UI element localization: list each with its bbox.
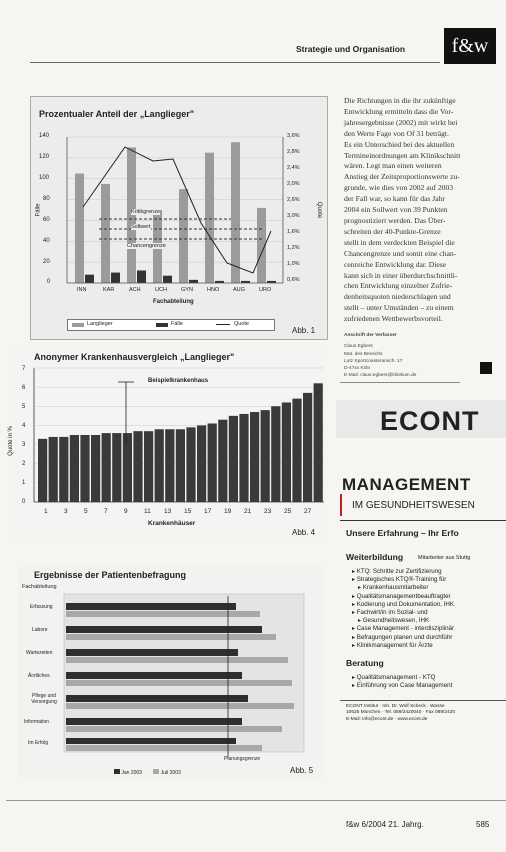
figure-3-title: Ergebnisse der Patientenbefragung xyxy=(34,570,187,580)
figure-2-x-tick-5: 11 xyxy=(144,508,151,515)
journal-logo: f&w xyxy=(444,28,496,64)
author-line: Lutz Sportcoasteransch. 17 xyxy=(344,358,403,364)
bar-langlieger-HNO xyxy=(205,153,214,283)
figure-3-y-title: Fachabteilung xyxy=(22,584,57,590)
figure-2-x-tick-7: 15 xyxy=(184,508,192,515)
author-line: E-Mail: claus.egbers@klinikum.de xyxy=(344,373,417,379)
hospital-bar-6 xyxy=(91,435,100,502)
y-tick-right-2: 2,4% xyxy=(287,165,300,171)
figure-2-y-tick-1: 6 xyxy=(22,385,26,391)
article-line: zufriedenen Wettbewerbsvorteil. xyxy=(344,314,443,324)
figure-2-y-tick-5: 2 xyxy=(22,461,26,467)
article-line: stellt in dem verdeckten Beispiel die xyxy=(344,237,455,247)
reference-label: Beispielkrankenhaus xyxy=(148,378,209,384)
figure-1-bars xyxy=(75,142,276,283)
figure-3 xyxy=(18,566,324,778)
article-line: Die Richtungen in die ihr zukünftige xyxy=(344,96,456,105)
hospital-bar-1 xyxy=(38,439,47,502)
article-line: schreiten der 40-Punkte-Grenze xyxy=(344,226,441,236)
header-rule xyxy=(30,62,440,63)
hospital-bar-21 xyxy=(250,412,259,502)
article-line: cenreiche Entwicklung dar. Diese xyxy=(344,259,447,269)
y-tick-right-8: 1,0% xyxy=(287,261,300,267)
figure-2-y-tick-0: 7 xyxy=(22,366,26,372)
author-block xyxy=(344,332,474,380)
bar-faelle-ACH xyxy=(137,270,146,283)
ad-list-item: ▸ Kodierung und Dokumentation, IHK xyxy=(352,601,506,609)
bar-langlieger-GYN xyxy=(179,189,188,283)
hospital-bar-7 xyxy=(102,433,111,502)
ad-divider xyxy=(340,520,506,521)
article-line: denheitsquoten niederschlagen und xyxy=(344,292,451,302)
x-tick-0: INN xyxy=(77,287,87,293)
article-line: Entwicklung ermitteln dass die Vor- xyxy=(344,106,454,116)
legend-swatch-quote xyxy=(216,324,230,325)
figure-1 xyxy=(30,96,328,340)
bar-langlieger-ACH xyxy=(127,147,136,283)
hospital-bar-14 xyxy=(176,429,185,502)
bar-faelle-UCH xyxy=(163,276,172,283)
upper-line-label: Kritikgrenze xyxy=(131,209,161,215)
hospital-bar-13 xyxy=(165,429,174,502)
y-tick-right-1: 2,8% xyxy=(287,149,300,155)
y-tick-right-5: 3,0% xyxy=(287,213,300,219)
hospital-bar-5 xyxy=(80,435,89,502)
bar-langlieger-KAR xyxy=(101,184,110,283)
x-tick-5: HNO xyxy=(207,287,220,293)
hospital-bar-8 xyxy=(112,433,121,502)
article-line: kann sich in einer überdurchschnittli- xyxy=(344,270,458,280)
figure-1-caption: Abb. 1 xyxy=(292,326,316,335)
y-tick-right-9: 0,6% xyxy=(287,277,300,283)
hospital-bar-11 xyxy=(144,431,153,502)
legend-label-faelle: Fälle xyxy=(171,321,183,327)
figure-2-y-tick-7: 0 xyxy=(22,499,26,505)
figure-3-legend xyxy=(114,769,181,776)
ad-headline: MANAGEMENT xyxy=(342,475,471,494)
figure-3-cat-0: Erfassung xyxy=(30,604,53,610)
legend-swatch-jul xyxy=(153,769,159,774)
ad-accent-bar xyxy=(340,494,342,516)
legend-swatch-jan xyxy=(114,769,120,774)
hospital-bar-12 xyxy=(155,429,164,502)
x-axis-label: Fachabteilung xyxy=(153,299,194,305)
article-line: chen Entwicklung einzelner Zufrie- xyxy=(344,281,453,291)
figure-3-cat-6: Im Erfolg xyxy=(28,740,49,746)
figure-3-chart xyxy=(18,566,324,778)
ad-list-item: ▸ Befragungen planen und durchführ xyxy=(352,634,506,642)
figure-2-bars xyxy=(38,383,323,502)
legend-label-langlieger: Langlieger xyxy=(87,321,113,327)
ad-contact-line: 10625 München · Tel. 089/2420040 · Fax 089/2420 xyxy=(346,710,455,716)
figure-1-legend xyxy=(67,319,275,331)
y-tick-right-6: 1,6% xyxy=(287,229,300,235)
hospital-bar-16 xyxy=(197,425,206,502)
bar-faelle-GYN xyxy=(189,280,198,283)
hospital-bar-9 xyxy=(123,433,132,502)
figure-2-x-tick-10: 21 xyxy=(244,508,252,515)
hospital-bar-2 xyxy=(49,437,58,502)
ad-list-item: ▸ Case Management - interdisziplinär xyxy=(352,625,506,633)
y-tick-right-7: 1,2% xyxy=(287,245,300,251)
ad-list-item: ▸ Fachwirt/in im Sozial- und xyxy=(352,609,506,617)
x-tick-1: KAR xyxy=(103,287,115,293)
quota-line xyxy=(83,147,271,273)
ad-list-item: ▸ Strategisches KTQ®-Training für xyxy=(352,576,506,584)
ad-brand: ECONT xyxy=(380,406,480,436)
ad-section-weiterbildung-sub: Mitarbeiter aus Stuttg xyxy=(418,555,471,561)
hospital-bar-19 xyxy=(229,416,238,502)
ad-list-item: ▸ KTQ: Schritte zur Zertifizierung xyxy=(352,568,506,576)
figure-2-title: Anonymer Krankenhausvergleich „Langlieger" xyxy=(34,352,235,362)
ad-contact-rule xyxy=(340,700,506,701)
figure-2-x-tick-4: 9 xyxy=(124,508,128,515)
column-rule xyxy=(340,382,460,383)
hospital-bar-27 xyxy=(314,383,323,502)
ad-section-beratung: Beratung xyxy=(346,658,384,668)
ad-subheadline: IM GESUNDHEITSWESEN xyxy=(352,500,475,511)
figure-2-x-tick-12: 25 xyxy=(284,508,292,515)
author-line: D-47xx Köln xyxy=(344,366,371,372)
y-tick-left-1: 120 xyxy=(39,154,50,160)
article-line: stellt – unter Umständen – zu einem xyxy=(344,303,454,313)
figure-2-x-tick-0: 1 xyxy=(44,508,48,515)
footer-journal: f&w 6/2004 21. Jahrg. xyxy=(346,820,424,829)
figure-2-y-tick-4: 3 xyxy=(22,442,26,448)
legend-label-jan: Jan 2003 xyxy=(121,770,142,776)
figure-2-x-tick-9: 19 xyxy=(224,508,232,515)
bar-faelle-KAR xyxy=(111,273,120,283)
author-heading: Anschrift der Verfasser xyxy=(344,333,397,338)
figure-2-y-label: Quote in % xyxy=(7,426,14,456)
x-tick-6: AUG xyxy=(233,287,245,293)
hospital-bar-10 xyxy=(133,431,142,502)
figure-2-y-tick-2: 5 xyxy=(22,404,26,410)
y-tick-left-6: 20 xyxy=(43,259,50,265)
article-line: grunde, wie dies von 2002 auf 2003 xyxy=(344,183,454,193)
legend-label-quote: Quote xyxy=(234,321,249,327)
hospital-bar-15 xyxy=(186,427,195,502)
ad-contact xyxy=(346,704,506,723)
x-tick-3: UCH xyxy=(155,287,167,293)
article-line: 2004 ein Sollwert von 39 Punkten xyxy=(344,205,448,215)
y-tick-right-3: 2,0% xyxy=(287,181,300,187)
legend-swatch-langlieger xyxy=(72,323,84,327)
ad-list-item: ▸ Einführung von Case Management xyxy=(352,682,506,690)
legend-swatch-faelle xyxy=(156,323,168,327)
ad-list-weiterbildung xyxy=(352,568,506,650)
x-tick-7: URO xyxy=(259,287,272,293)
figure-2-x-tick-8: 17 xyxy=(204,508,212,515)
threshold-label: Planungsgrenze xyxy=(224,756,261,762)
figure-3-cat-1: Labore xyxy=(32,627,48,633)
figure-2-x-label: Krankenhäuser xyxy=(148,520,196,527)
mid-line-label: Sollwert xyxy=(131,224,151,230)
article-line: prognostiziert werden. Das Über- xyxy=(344,215,446,225)
figure-2-x-tick-1: 3 xyxy=(64,508,68,515)
ad-contact-line: ECONT Institut · Inh. Dr. Wolf Scheck · Wasse xyxy=(346,704,445,709)
hospital-bar-20 xyxy=(239,414,248,502)
author-line: Claus Egbers xyxy=(344,344,373,350)
figure-3-cat-3: Ärztliches xyxy=(28,673,50,679)
y-label-right: Quote xyxy=(316,201,323,219)
bar-langlieger-AUG xyxy=(231,142,240,283)
hospital-bar-17 xyxy=(208,424,217,502)
article-line: Chancengrenze und somit eine chan- xyxy=(344,248,457,258)
author-line: Mat. des Bereichs xyxy=(344,351,383,357)
footer-rule xyxy=(6,800,506,801)
ad-list-item: ▸ Gesundheitswesen, IHK xyxy=(352,617,506,625)
bar-faelle-INN xyxy=(85,275,94,283)
article-line: der Fall war, so kann für das Jahr xyxy=(344,194,445,204)
ad-list-item: ▸ Qualitätsmanagement - KTQ xyxy=(352,674,506,682)
figure-2-y-tick-6: 1 xyxy=(22,480,26,486)
y-tick-left-0: 140 xyxy=(39,133,50,139)
article-line: Es ein Unterschied bei des aktuellen xyxy=(344,139,455,149)
figure-2-y-tick-3: 4 xyxy=(22,423,26,429)
x-tick-4: GYN xyxy=(181,287,193,293)
figure-3-cat-2: Wartezeiten xyxy=(26,650,53,656)
article-line: den Werte Fage von Of 31 beträgt. xyxy=(344,128,449,138)
article-text xyxy=(344,96,494,325)
hospital-bar-25 xyxy=(292,399,301,502)
y-tick-left-5: 40 xyxy=(43,238,50,244)
legend-label-jul: Juli 2003 xyxy=(160,770,181,776)
figure-3-cat-4: Pflege und Versorgung xyxy=(31,693,57,705)
y-tick-right-4: 2,6% xyxy=(287,197,300,203)
hospital-bar-4 xyxy=(70,435,79,502)
ad-list-item: ▸ Klinikmanagement für Ärzte xyxy=(352,642,506,650)
hospital-bar-22 xyxy=(261,410,270,502)
y-tick-left-2: 100 xyxy=(39,175,50,181)
y-label-left: Fälle xyxy=(35,203,42,217)
figure-1-title: Prozentualer Anteil der „Langlieger" xyxy=(39,109,194,119)
ad-list-beratung xyxy=(352,674,506,690)
figure-2-x-tick-11: 23 xyxy=(264,508,272,515)
article-line: Anstieg der Zeitsproportionswerte zu- xyxy=(344,172,460,182)
figure-1-gridlines xyxy=(67,137,283,283)
ad-list-item: ▸ Krankenhausmitarbeiter xyxy=(352,584,506,592)
lower-line-label: Chancengrenze xyxy=(127,243,166,249)
figure-3-caption: Abb. 5 xyxy=(290,766,314,775)
hospital-bar-24 xyxy=(282,402,291,502)
footer-page-number: 585 xyxy=(476,820,490,829)
hospital-bar-3 xyxy=(59,437,68,502)
figure-2-caption: Abb. 4 xyxy=(292,528,316,537)
bar-langlieger-INN xyxy=(75,174,84,284)
x-tick-2: ACH xyxy=(129,287,141,293)
ad-list-item: ▸ Qualitätsmanagementbeauftragter xyxy=(352,593,506,601)
ad-tagline: Unsere Erfahrung – Ihr Erfo xyxy=(346,528,459,538)
figure-2-x-tick-3: 7 xyxy=(104,508,108,515)
article-line: Termineinordnungen am Klinikschnitt xyxy=(344,150,461,160)
ad-section-weiterbildung: Weiterbildung xyxy=(346,552,404,562)
y-tick-right-0: 3,6% xyxy=(287,133,300,139)
y-tick-left-7: 0 xyxy=(47,279,51,285)
figure-2-x-tick-13: 27 xyxy=(304,508,312,515)
hospital-bar-26 xyxy=(303,393,312,502)
section-title: Strategie und Organisation xyxy=(296,44,406,54)
hospital-bar-23 xyxy=(271,406,280,502)
figure-3-cat-5: Information xyxy=(24,719,50,725)
hospital-bar-18 xyxy=(218,420,227,502)
y-tick-left-4: 60 xyxy=(43,217,50,223)
article-line: jahresergebnisse (2002) mit wirkt bei xyxy=(344,117,458,127)
end-mark-icon xyxy=(480,362,492,374)
article-line: wären. Legt man einen weiteren xyxy=(344,161,442,171)
ad-contact-line: E-Mail: info@econt.de · www.econt.de xyxy=(346,716,428,722)
y-tick-left-3: 80 xyxy=(43,196,50,202)
figure-2-x-tick-2: 5 xyxy=(84,508,88,515)
figure-2-x-tick-6: 13 xyxy=(164,508,172,515)
figure-2 xyxy=(8,348,326,538)
